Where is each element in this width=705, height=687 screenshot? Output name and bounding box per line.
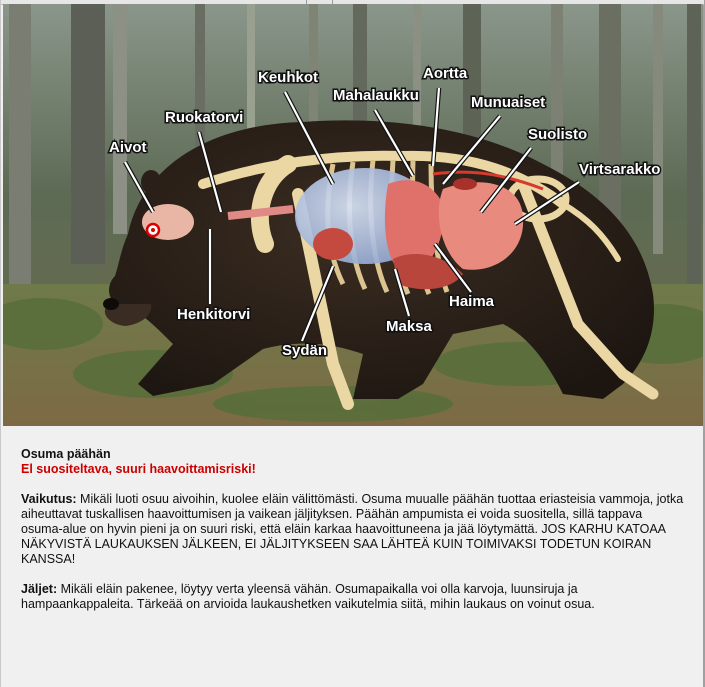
shot-target-marker (147, 224, 159, 236)
info-panel (21, 447, 686, 612)
heart (313, 228, 353, 260)
label-suolisto: Suolisto (528, 126, 588, 143)
label-maksa: Maksa (386, 318, 432, 335)
label-aortta: Aortta (423, 65, 468, 82)
info-title: Osuma päähän (21, 447, 111, 461)
label-keuhkot: Keuhkot (258, 69, 318, 86)
bear-anatomy-image (3, 4, 703, 426)
warning-text: El suositeltava, suuri haavoittamisriski! (21, 462, 256, 476)
tracks-paragraph (21, 582, 686, 612)
label-aivot: Aivot (109, 139, 147, 156)
effect-label: Vaikutus: (21, 492, 77, 506)
label-mahalaukku: Mahalaukku (333, 87, 419, 104)
label-virtsarakko: Virtsarakko (579, 161, 661, 178)
tracks-text: Mikäli eläin pakenee, löytyy verta yleensä vähän. Osumapaikalla voi olla karvoja, luunsiruja ja hampaankappaleita. Tärkeää on arvioida laukaushetken vaikutelmia siitä, mihin laukaus on voinut osua. (21, 582, 595, 611)
effect-paragraph (21, 492, 686, 567)
label-sydan: Sydän (282, 342, 328, 359)
label-ruokatorvi: Ruokatorvi (165, 109, 244, 126)
tracks-label: Jäljet: (21, 582, 58, 596)
label-haima: Haima (449, 293, 495, 310)
label-henkitorvi: Henkitorvi (177, 306, 251, 323)
kidney (453, 178, 477, 190)
effect-text: Mikäli luoti osuu aivoihin, kuolee eläin välittömästi. Osuma muualle päähän tuottaa eriasteisia vammoja, jotka aiheuttavat tuskallisen haavoittumisen ja vaikean jäljityksen. Päähän ampumista ei voida suositella, sillä tappava osuma-alue on hyvin pieni ja on suuri riski, että eläin karkaa haavoittuneena ja jää löytymättä. JOS KARHU KATOAA NÄKYVISTÄ LAUKAUKSEN JÄLKEEN, EI JÄLJITYKSEEN SAA LÄHTEÄ KUIN TOIMIVAKSI TODETUN KOIRAN KANSSA! (21, 492, 684, 566)
label-munuaiset: Munuaiset (471, 94, 546, 111)
